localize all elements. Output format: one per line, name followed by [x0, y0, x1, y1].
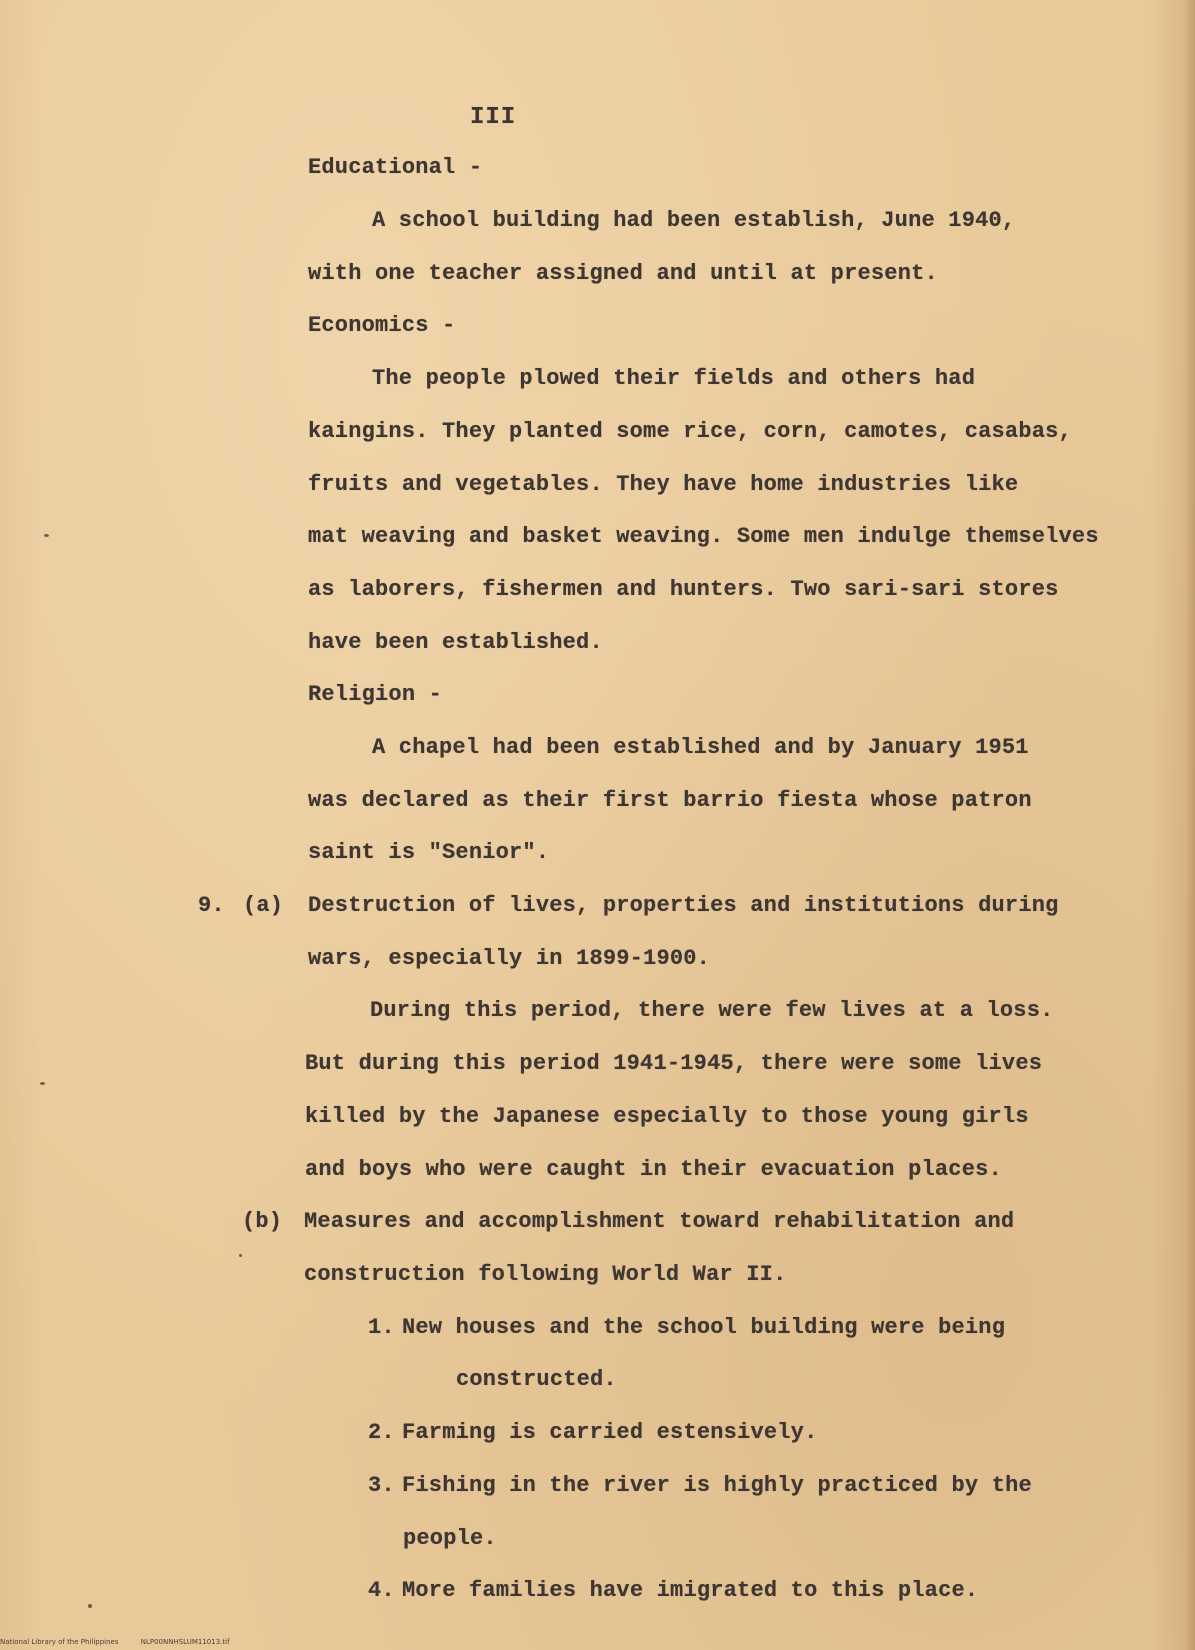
economics-line-2: kaingins. They planted some rice, corn, camotes, casabas, — [308, 419, 1072, 444]
list-item-1-text: New houses and the school building were being — [402, 1315, 1006, 1340]
item-9a-para-line-4: and boys who were caught in their evacuation places. — [305, 1157, 1002, 1182]
paper-speck — [40, 1082, 45, 1085]
paper-speck — [239, 1254, 242, 1257]
item-9-number: 9. — [198, 893, 225, 918]
religion-line-1: A chapel had been established and by January 1951 — [372, 735, 1029, 760]
list-item-3-number: 3. — [368, 1473, 395, 1498]
religion-line-3: saint is "Senior". — [308, 840, 550, 865]
economics-line-3: fruits and vegetables. They have home industries like — [308, 472, 1019, 497]
item-9a-para-line-1: During this period, there were few lives at a loss. — [370, 998, 1054, 1023]
list-item-1-number: 1. — [368, 1315, 395, 1340]
footer-library: National Library of the Philippines — [0, 1638, 119, 1646]
educational-line-2: with one teacher assigned and until at present. — [308, 261, 938, 286]
educational-heading: Educational - — [308, 155, 483, 180]
page-number: III — [470, 104, 517, 131]
paper-speck — [88, 1604, 92, 1608]
item-9a-para-line-3: killed by the Japanese especially to those young girls — [305, 1104, 1029, 1129]
item-9a-label: (a) — [243, 893, 284, 918]
religion-line-2: was declared as their first barrio fiesta whose patron — [308, 788, 1032, 813]
list-item-1-continuation: constructed. — [456, 1367, 617, 1392]
economics-line-6: have been established. — [308, 630, 603, 655]
paper-speck — [44, 534, 49, 537]
list-item-4-text: More families have imigrated to this place. — [402, 1578, 979, 1603]
educational-line-1: A school building had been establish, June 1940, — [372, 208, 1016, 233]
item-9a-para-line-2: But during this period 1941-1945, there were some lives — [305, 1051, 1043, 1076]
footer-file-id: NLP00NNHSLUM11013.tif — [140, 1638, 230, 1646]
economics-line-4: mat weaving and basket weaving. Some men indulge themselves — [308, 524, 1099, 549]
economics-line-1: The people plowed their fields and others had — [372, 366, 976, 391]
economics-line-5: as laborers, fishermen and hunters. Two sari-sari stores — [308, 577, 1059, 602]
item-9a-line-2: wars, especially in 1899-1900. — [308, 946, 711, 971]
list-item-4-number: 4. — [368, 1578, 395, 1603]
list-item-2-number: 2. — [368, 1420, 395, 1445]
page-edge-shadow — [1185, 0, 1195, 1650]
list-item-3-continuation: people. — [403, 1526, 497, 1551]
scan-footer — [0, 1638, 250, 1646]
item-9b-line-1: Measures and accomplishment toward rehabilitation and — [304, 1209, 1015, 1234]
item-9b-label: (b) — [242, 1209, 283, 1234]
list-item-2-text: Farming is carried estensively. — [402, 1420, 818, 1445]
item-9a-line-1: Destruction of lives, properties and institutions during — [308, 893, 1059, 918]
list-item-3-text: Fishing in the river is highly practiced by the — [402, 1473, 1032, 1498]
item-9b-line-2: construction following World War II. — [304, 1262, 787, 1287]
religion-heading: Religion - — [308, 682, 443, 707]
economics-heading: Economics - — [308, 313, 456, 338]
